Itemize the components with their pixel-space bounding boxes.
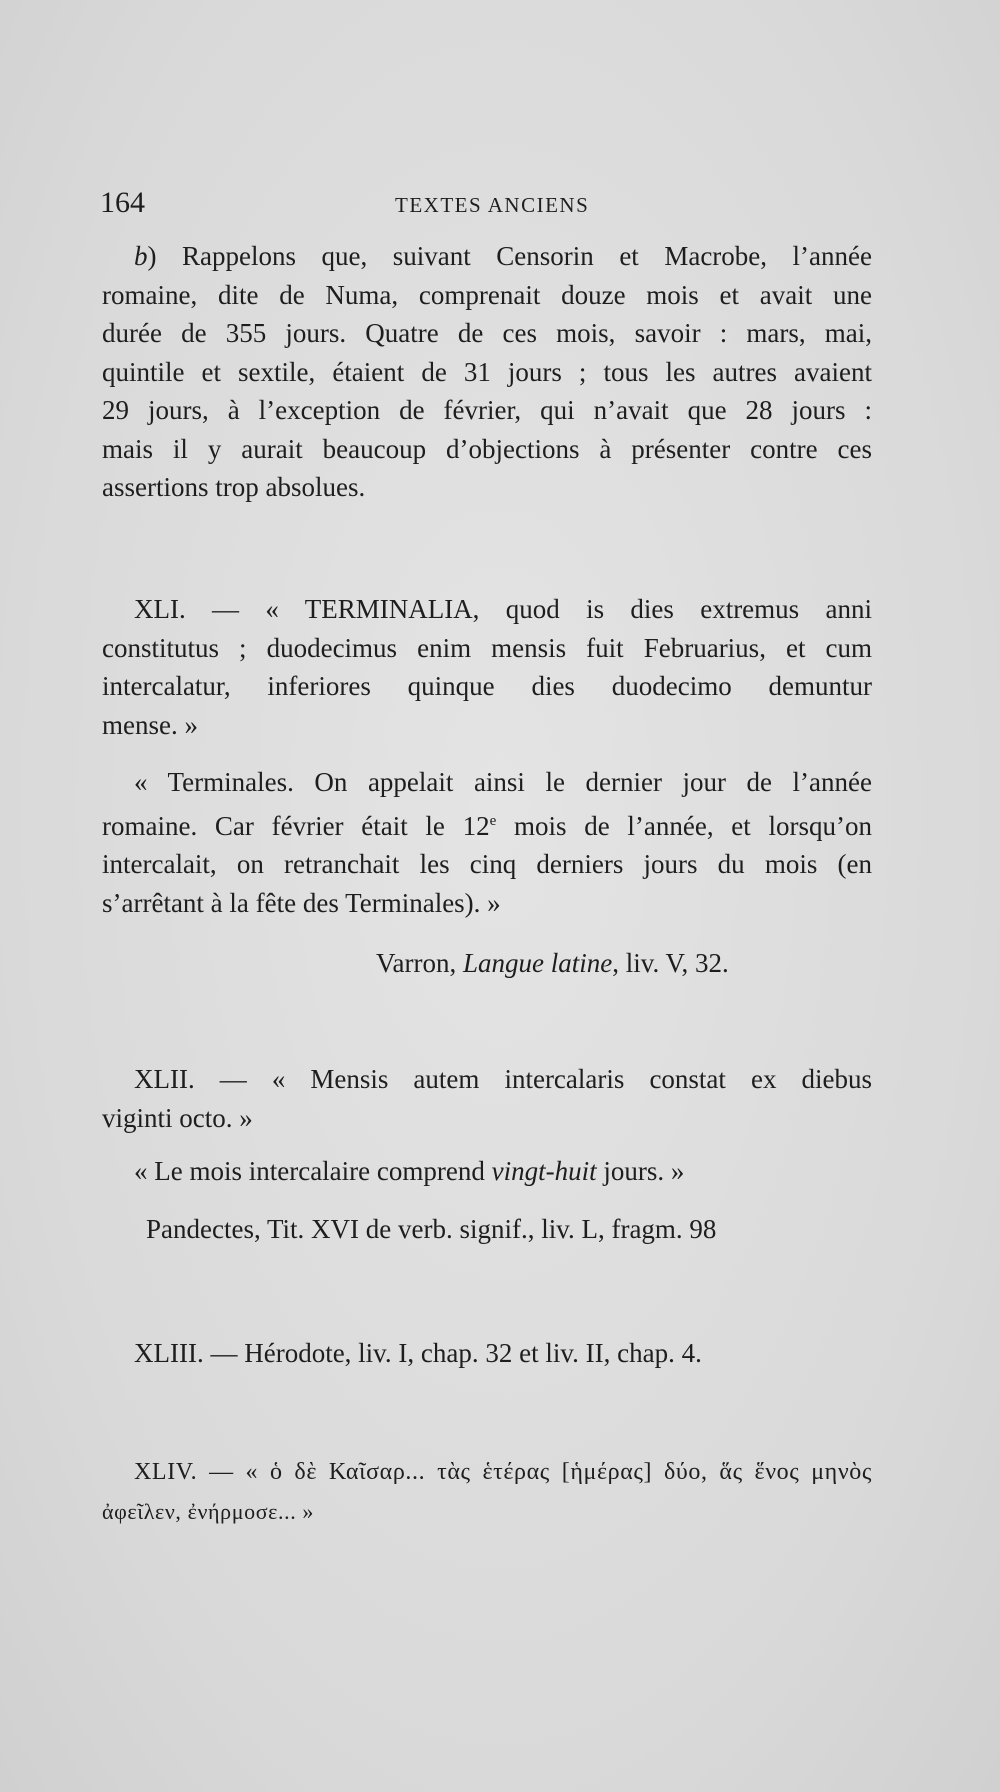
text-line: durée de 355 jours. Quatre de ces mois, savoir : mars, mai, [102, 318, 872, 348]
paragraph-label: b [134, 241, 148, 271]
text-line: « Terminales. On appelait ainsi le dernier jour de l’année [134, 767, 872, 797]
running-header [100, 186, 900, 226]
text-line: 29 jours, à l’exception de février, qui n’avait que 28 jours : [102, 395, 872, 425]
section-xliv-greek [102, 1452, 872, 1532]
text-line: quintile et sextile, étaient de 31 jours ; tous les autres avaient [102, 356, 872, 387]
text-line: XLII. — « Mensis autem intercalaris constat ex diebus [134, 1064, 872, 1094]
section-xlii-french: « Le mois intercalaire comprend vingt-huit jours. » [134, 1156, 685, 1186]
section-xliii: XLIII. — Hérodote, liv. I, chap. 32 et liv. II, chap. 4. [134, 1338, 702, 1368]
text-line: mais il y aurait beaucoup d’objections à présenter contre ces [102, 433, 872, 464]
text-line: s’arrêtant à la fête des Terminales). » [102, 887, 501, 918]
text-line: XLIV. — « ὁ δὲ Καῖσαρ... τὰς ἑτέρας [ἡμέρας] δύο, ἅς ἕνος μηνὸς [134, 1459, 872, 1485]
source-citation-pandectes: Pandectes, Tit. XVI de verb. signif., liv. L, fragm. 98 [146, 1214, 717, 1244]
text-line: intercalait, on retranchait les cinq derniers jours du mois (en [102, 849, 872, 879]
paragraph-b [102, 237, 872, 507]
section-xlii-latin [102, 1060, 872, 1137]
text-line: constitutus ; duodecimus enim mensis fuit Februarius, et cum [102, 632, 872, 663]
section-xli-latin [102, 590, 872, 744]
text-line: romaine, dite de Numa, comprenait douze mois et avait une [102, 279, 872, 310]
source-citation-varron: Varron, Langue latine, liv. V, 32. [376, 948, 729, 978]
text-line: viginti octo. » [102, 1102, 253, 1133]
text-line: b) Rappelons que, suivant Censorin et Macrobe, l’année [134, 241, 872, 271]
text-line: romaine. Car février était le 12e mois de l’année, et lorsqu’on [102, 810, 872, 841]
text-line: assertions trop absolues. [102, 472, 366, 502]
page-number: 164 [100, 186, 145, 219]
running-title: TEXTES ANCIENS [395, 193, 590, 217]
text-line: mense. » [102, 709, 198, 740]
text-line: XLI. — « TERMINALIA, quod is dies extremus anni [134, 594, 872, 624]
text-line: ἀφεῖλεν, ἐνήρμοσε... » [102, 1499, 314, 1524]
text-line: intercalatur, inferiores quinque dies duodecimo demuntur [102, 671, 872, 701]
section-xli-french [102, 763, 872, 922]
